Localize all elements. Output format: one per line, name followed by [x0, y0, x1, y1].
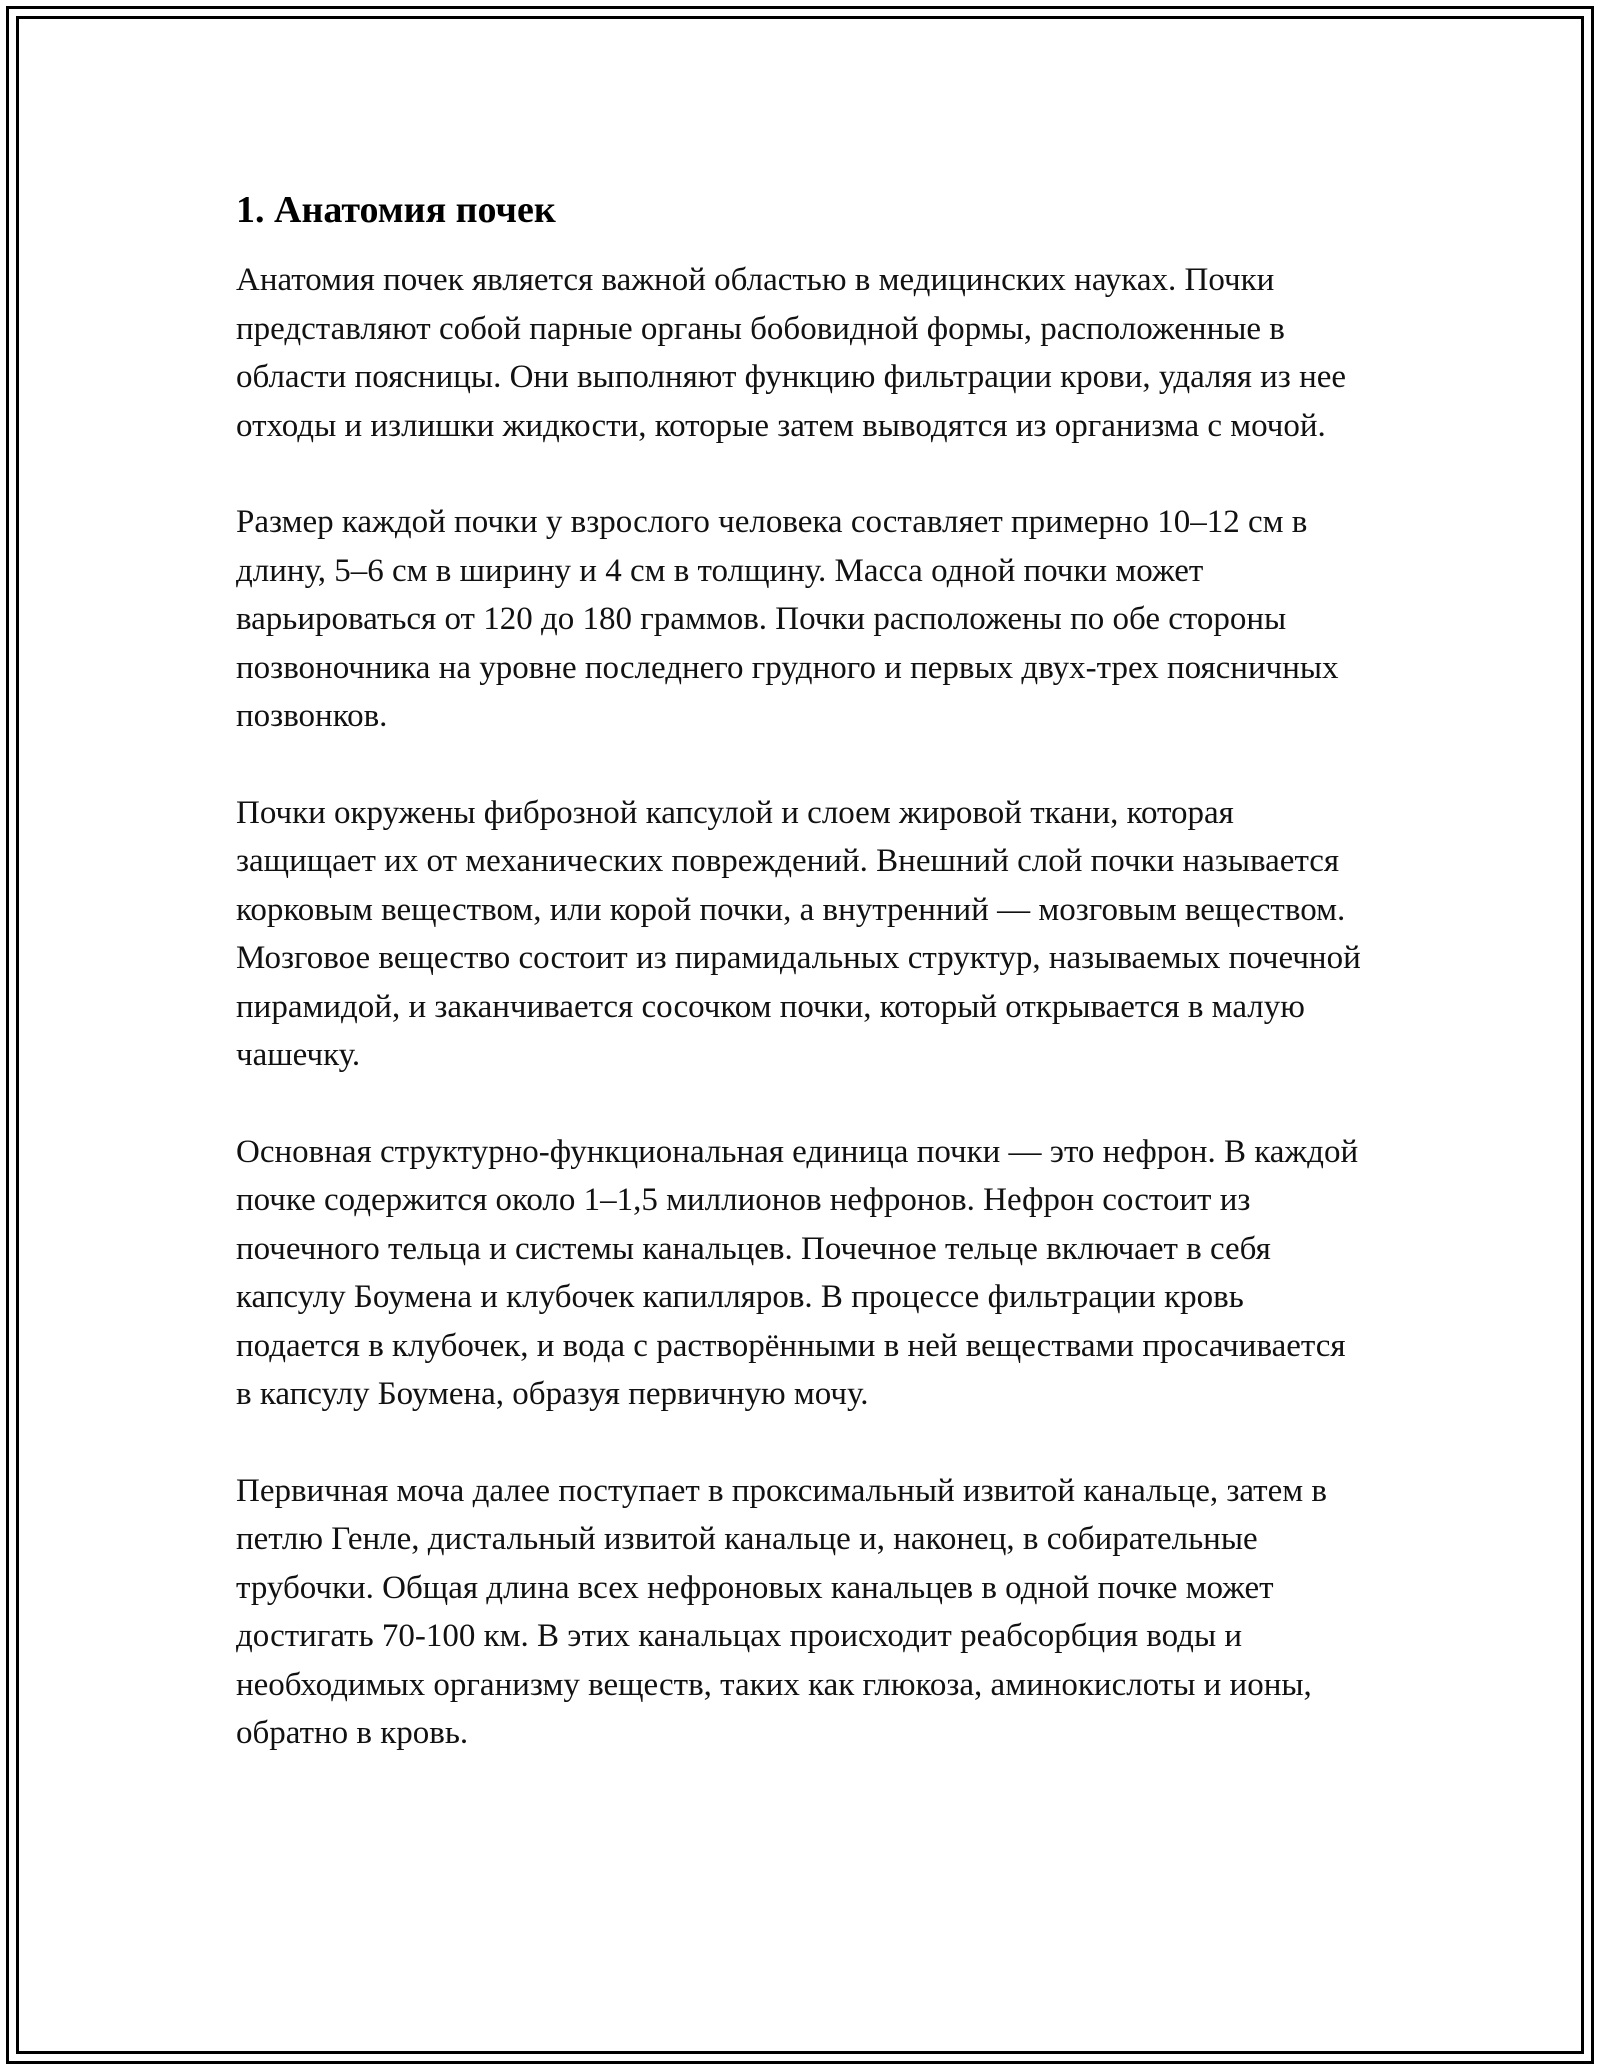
paragraph-size: Размер каждой почки у взрослого человека составляет примерно 10–12 см в длину, 5–6 см в ширину и 4 см в толщину. Масса одной почки может варьироваться от 120 до 180 граммов. Почки расположены по обе стороны позвоночника на уровне последнего грудного и первых двух-трех поясничных позвонков.	[236, 504, 1339, 734]
paragraph-intro: Анатомия почек является важной областью в медицинских науках. Почки представляют собой парные органы бобовидной формы, расположенные в области поясницы. Они выполняют функцию фильтрации крови, удаляя из нее отходы и излишки жидкости, которые затем выводятся из организма с мочой.	[236, 262, 1347, 444]
paragraph-tubules: Первичная моча далее поступает в проксимальный извитой канальце, затем в петлю Генле, дистальный извитой канальце и, наконец, в собирательные трубочки. Общая длина всех нефроновых канальцев в одной почке может достигать 70-100 км. В этих канальцах происходит реабсорбция воды и необходимых организму веществ, таких как глюкоза, аминокислоты и ионы, обратно в кровь.	[236, 1472, 1327, 1751]
paragraph-nephron: Основная структурно-функциональная единица почки — это нефрон. В каждой почке содержится около 1–1,5 миллионов нефронов. Нефрон состоит из почечного тельца и системы канальцев. Почечное тельце включает в себя капсулу Боумена и клубочек капилляров. В процессе фильтрации кровь подается в клубочек, и вода с растворёнными в ней веществами просачивается в капсулу Боумена, образуя первичную мочу.	[236, 1133, 1359, 1412]
document-body	[236, 186, 1366, 1806]
section-heading: 1. Анатомия почек	[236, 189, 556, 231]
paragraph-structure: Почки окружены фиброзной капсулой и слоем жировой ткани, которая защищает их от механических повреждений. Внешний слой почки называется корковым веществом, или корой почки, а внутренний — мозговым веществом. Мозговое вещество состоит из пирамидальных структур, называемых почечной пирамидой, и заканчивается сосочком почки, который открывается в малую чашечку.	[236, 794, 1361, 1073]
